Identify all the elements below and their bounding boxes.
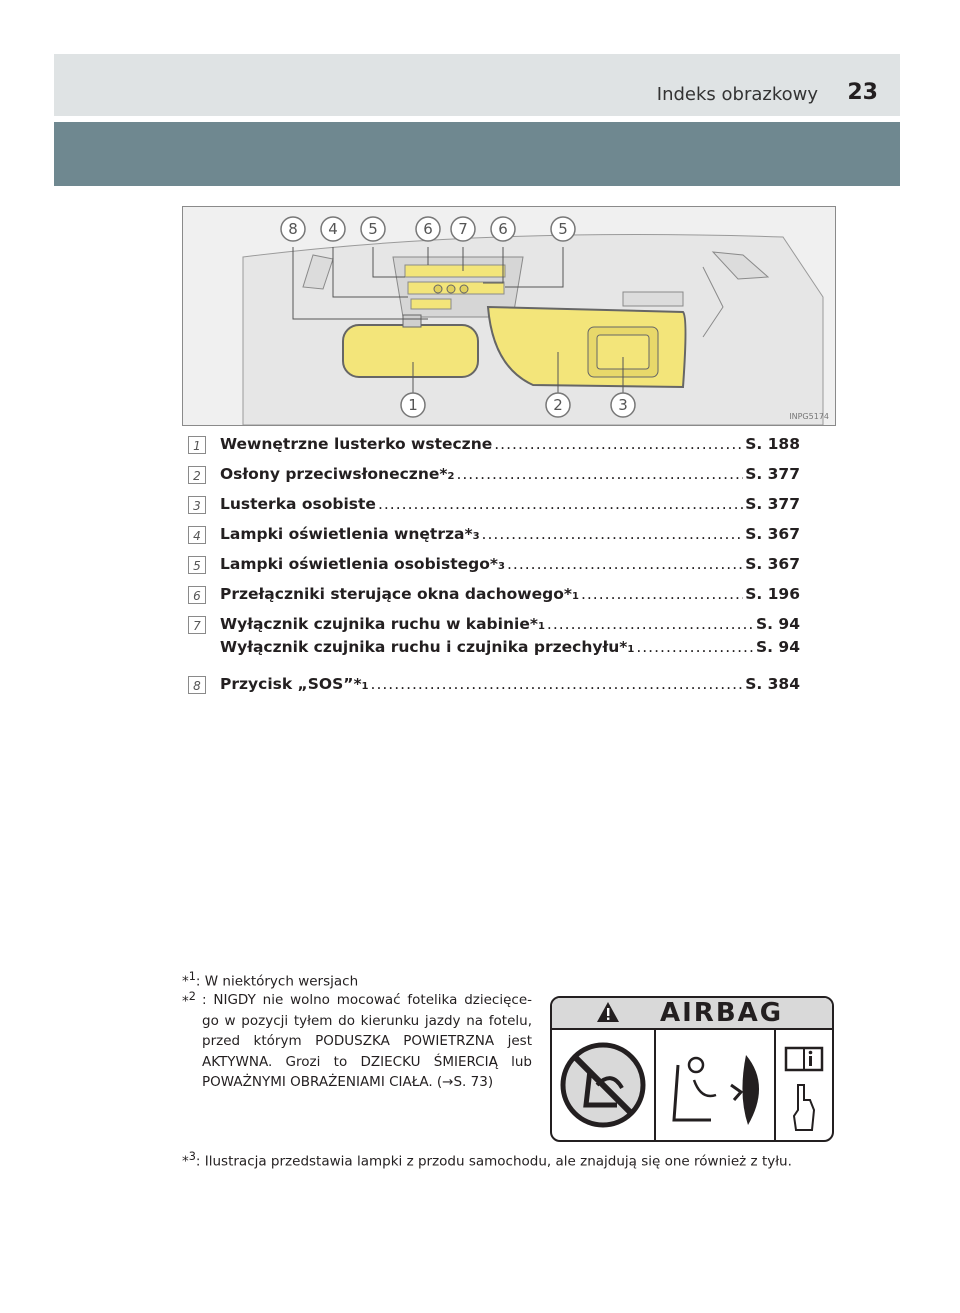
callout-8: 8 [288,220,298,238]
list-item [188,672,800,702]
list-item [188,432,800,462]
callout-2: 2 [553,396,563,414]
item-label: Lusterka osobiste [220,495,376,513]
page-number: 23 [847,80,878,105]
footnote-ref: 2 [447,471,455,482]
item-number: 1 [188,436,206,454]
page-ref[interactable]: S. 377 [745,465,800,483]
callout-3: 3 [618,396,628,414]
callout-5b: 5 [558,220,568,238]
page-ref[interactable]: S. 196 [745,585,800,603]
callout-1: 1 [408,396,418,414]
item-label-secondary: Wyłącznik czujnika ruchu i czujnika przechyłu* [220,638,628,656]
figure-code: INPG5174 [789,412,829,421]
list-item [188,492,800,522]
page-ref[interactable]: S. 377 [745,495,800,513]
footnote-ref: 1 [537,621,545,632]
item-number: 2 [188,466,206,484]
item-label: Wewnętrzne lusterko wsteczne [220,435,493,453]
item-label: Lampki oświetlenia osobistego* [220,555,498,573]
manual-info-icon [776,1030,832,1140]
airbag-title: AIRBAG [660,998,784,1028]
item-label: Lampki oświetlenia wnętrza* [220,525,473,543]
page-ref[interactable]: S. 367 [745,555,800,573]
item-number: 8 [188,676,206,694]
airbag-warning-label [550,996,834,1142]
page-ref[interactable]: S. 384 [745,675,800,693]
header-band [54,122,900,186]
item-label: Przełączniki sterujące okna dachowego* [220,585,572,603]
callout-4: 4 [328,220,338,238]
footnote-ref: 3 [472,531,480,542]
footnote-3: *$^3$: Ilustracja przedstawia lampki z przodu samochodu, ale znajdują się one również z tyłu. [182,1150,792,1170]
footnote-ref: 1 [361,681,369,692]
item-number: 6 [188,586,206,604]
callout-6b: 6 [498,220,508,238]
section-title: Indeks obrazkowy [656,84,818,105]
callout-7: 7 [458,220,468,238]
airbag-deploy-icon [656,1030,776,1140]
warning-triangle-icon [596,1001,620,1023]
airbag-label-header [552,998,832,1030]
page-ref[interactable]: S. 188 [745,435,800,453]
item-label: Wyłącznik czujnika ruchu w kabinie* [220,615,538,633]
callout-5a: 5 [368,220,378,238]
list-item [188,582,800,612]
item-number: 3 [188,496,206,514]
page-ref[interactable]: S. 367 [745,525,800,543]
item-number: 5 [188,556,206,574]
list-item [188,612,800,672]
page-ref[interactable]: S. 94 [755,615,800,633]
item-number: 4 [188,526,206,544]
interior-illustration [182,206,836,426]
footnote-ref: 1 [627,644,635,655]
list-item [188,552,800,582]
item-number: 7 [188,616,206,634]
footnote-ref: 1 [571,591,579,602]
footnote-2-text: : NIGDY nie wolno mocować fotelika dziecięce-go w pozycji tyłem do kierunku jazdy na fotelu, przed którym PODUSZKA POWIETRZNA jest AKTYWNA. Grozi to DZIECKU ŚMIERCIĄ lub POWAŻNYMI OBRAŻENIAMI CIAŁA. (→S. 73) [202,992,532,1090]
list-item [188,522,800,552]
no-rear-facing-seat-icon [552,1030,656,1140]
footnote-1: *$^1$: W niektórych wersjach [182,970,359,990]
callout-6a: 6 [423,220,433,238]
footnote-ref: 3 [498,561,505,572]
page-ref[interactable]: S. 94 [755,638,800,656]
item-list [188,432,800,702]
list-item [188,462,800,492]
item-label: Osłony przeciwsłoneczne* [220,465,448,483]
item-label: Przycisk „SOS”* [220,675,362,693]
